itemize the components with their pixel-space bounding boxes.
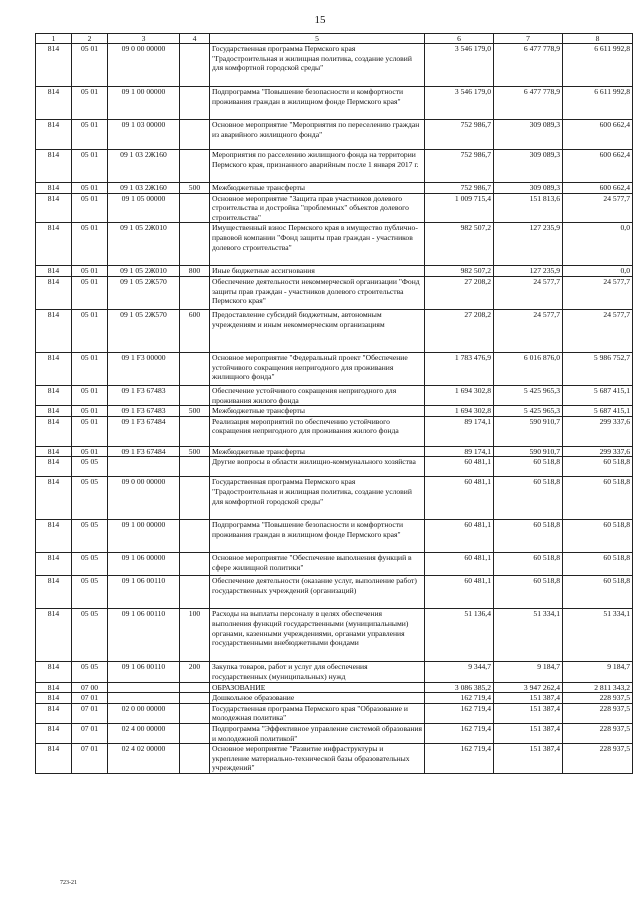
cell-expense-type: [180, 193, 210, 223]
cell-expense-type: [180, 477, 210, 520]
cell-amount-year1: 752 986,7: [425, 120, 494, 150]
cell-section-code: 05 01: [72, 416, 108, 446]
cell-amount-year3: 2 811 343,2: [563, 682, 633, 693]
table-row: [36, 609, 633, 662]
cell-section-code: 07 01: [72, 723, 108, 743]
cell-expense-type: [180, 520, 210, 553]
cell-amount-year2: 60 518,8: [494, 553, 563, 576]
cell-admin-code: 814: [36, 682, 72, 693]
cell-amount-year2: 5 425 965,3: [494, 406, 563, 417]
cell-amount-year1: 752 986,7: [425, 183, 494, 194]
cell-item-name: Основное мероприятие "Развитие инфраструктуры и укрепление материально-технической базы образовательных учреждений": [210, 744, 425, 774]
cell-amount-year2: 151 813,6: [494, 193, 563, 223]
cell-amount-year2: 60 518,8: [494, 576, 563, 609]
cell-expense-type: [180, 223, 210, 266]
table-row: [36, 120, 633, 150]
cell-section-code: 05 01: [72, 276, 108, 309]
cell-target-code: 09 1 03 00000: [108, 120, 180, 150]
cell-admin-code: 814: [36, 120, 72, 150]
cell-item-name: Государственная программа Пермского края "Градостроительная и жилищная политика, создание условий для комфортной городской среды": [210, 477, 425, 520]
table-row: [36, 406, 633, 417]
cell-section-code: 05 01: [72, 352, 108, 385]
cell-admin-code: 814: [36, 477, 72, 520]
cell-amount-year2: 309 089,3: [494, 183, 563, 194]
header-cell: 8: [563, 34, 633, 44]
table-row: [36, 183, 633, 194]
table-row: [36, 276, 633, 309]
table-row: [36, 223, 633, 266]
cell-amount-year1: 1 694 302,8: [425, 385, 494, 405]
header-cell: 7: [494, 34, 563, 44]
cell-amount-year3: 51 334,1: [563, 609, 633, 662]
cell-section-code: 05 05: [72, 457, 108, 477]
table-row: [36, 693, 633, 704]
cell-amount-year3: 0,0: [563, 223, 633, 266]
cell-section-code: 05 05: [72, 553, 108, 576]
cell-target-code: 02 4 02 00000: [108, 744, 180, 774]
cell-amount-year2: 24 577,7: [494, 276, 563, 309]
cell-item-name: ОБРАЗОВАНИЕ: [210, 682, 425, 693]
cell-target-code: 09 1 F3 67484: [108, 416, 180, 446]
table-body: [36, 44, 633, 774]
cell-amount-year3: 24 577,7: [563, 309, 633, 352]
cell-admin-code: 814: [36, 609, 72, 662]
cell-item-name: Основное мероприятие "Федеральный проект "Обеспечение устойчивого сокращения непригодного для проживания жилищного фонда": [210, 352, 425, 385]
table-row: [36, 520, 633, 553]
cell-target-code: 09 1 F3 00000: [108, 352, 180, 385]
header-cell: 4: [180, 34, 210, 44]
cell-admin-code: 814: [36, 723, 72, 743]
cell-section-code: 05 05: [72, 609, 108, 662]
cell-item-name: Подпрограмма "Повышение безопасности и комфортности проживания граждан в жилищном фонде Пермского края": [210, 520, 425, 553]
header-cell: 2: [72, 34, 108, 44]
cell-expense-type: [180, 553, 210, 576]
cell-section-code: 05 05: [72, 662, 108, 682]
cell-amount-year2: 51 334,1: [494, 609, 563, 662]
cell-target-code: 09 1 06 00000: [108, 553, 180, 576]
header-cell: 3: [108, 34, 180, 44]
cell-amount-year1: 1 009 715,4: [425, 193, 494, 223]
header-cell: 1: [36, 34, 72, 44]
cell-item-name: Основное мероприятие "Защита прав участников долевого строительства и достройка "проблемных" объектов долевого строительства": [210, 193, 425, 223]
cell-item-name: Подпрограмма "Эффективное управление системой образования и молодежной политикой": [210, 723, 425, 743]
cell-target-code: [108, 682, 180, 693]
table-row: [36, 553, 633, 576]
cell-expense-type: [180, 385, 210, 405]
cell-expense-type: [180, 693, 210, 704]
cell-amount-year1: 51 136,4: [425, 609, 494, 662]
table-row: [36, 87, 633, 120]
cell-expense-type: 100: [180, 609, 210, 662]
cell-admin-code: 814: [36, 266, 72, 277]
cell-item-name: Обеспечение устойчивого сокращения непригодного для проживания жилого фонда: [210, 385, 425, 405]
cell-admin-code: 814: [36, 662, 72, 682]
cell-amount-year2: 151 387,4: [494, 693, 563, 704]
cell-amount-year3: 5 687 415,1: [563, 385, 633, 405]
cell-amount-year2: 5 425 965,3: [494, 385, 563, 405]
cell-amount-year1: 60 481,1: [425, 553, 494, 576]
cell-expense-type: [180, 44, 210, 87]
cell-amount-year3: 228 937,5: [563, 693, 633, 704]
cell-admin-code: 814: [36, 406, 72, 417]
cell-admin-code: 814: [36, 457, 72, 477]
cell-section-code: 05 05: [72, 477, 108, 520]
cell-expense-type: [180, 150, 210, 183]
cell-amount-year2: 151 387,4: [494, 723, 563, 743]
header-cell: 6: [425, 34, 494, 44]
cell-amount-year3: 600 662,4: [563, 150, 633, 183]
cell-admin-code: 814: [36, 276, 72, 309]
cell-item-name: Закупка товаров, работ и услуг для обеспечения государственных (муниципальных) нужд: [210, 662, 425, 682]
cell-expense-type: 200: [180, 662, 210, 682]
cell-item-name: Межбюджетные трансферты: [210, 183, 425, 194]
cell-target-code: 09 0 00 00000: [108, 477, 180, 520]
cell-amount-year2: 9 184,7: [494, 662, 563, 682]
table-row: [36, 662, 633, 682]
cell-target-code: 09 1 03 2Ж160: [108, 183, 180, 194]
table-row: [36, 416, 633, 446]
cell-target-code: 09 1 05 2Ж570: [108, 276, 180, 309]
cell-admin-code: 814: [36, 446, 72, 457]
cell-expense-type: [180, 457, 210, 477]
cell-section-code: 05 05: [72, 520, 108, 553]
cell-amount-year2: 3 947 262,4: [494, 682, 563, 693]
cell-item-name: Обеспечение деятельности некоммерческой организации "Фонд защиты прав граждан - участников долевого строительства Пермского края": [210, 276, 425, 309]
cell-amount-year1: 162 719,4: [425, 723, 494, 743]
cell-expense-type: [180, 576, 210, 609]
cell-admin-code: 814: [36, 309, 72, 352]
cell-amount-year1: 60 481,1: [425, 457, 494, 477]
cell-amount-year1: 162 719,4: [425, 693, 494, 704]
table-row: [36, 266, 633, 277]
cell-target-code: 09 1 00 00000: [108, 87, 180, 120]
cell-amount-year2: 24 577,7: [494, 309, 563, 352]
table-header: [36, 34, 633, 44]
cell-amount-year3: 24 577,7: [563, 193, 633, 223]
cell-amount-year3: 600 662,4: [563, 120, 633, 150]
header-row: [36, 34, 633, 44]
cell-amount-year3: 0,0: [563, 266, 633, 277]
cell-amount-year2: 151 387,4: [494, 744, 563, 774]
cell-admin-code: 814: [36, 416, 72, 446]
cell-admin-code: 814: [36, 744, 72, 774]
cell-amount-year2: 60 518,8: [494, 457, 563, 477]
cell-expense-type: [180, 276, 210, 309]
cell-target-code: 09 1 05 2Ж010: [108, 266, 180, 277]
cell-amount-year1: 3 086 385,2: [425, 682, 494, 693]
cell-section-code: 05 01: [72, 183, 108, 194]
cell-section-code: 05 01: [72, 406, 108, 417]
cell-expense-type: 500: [180, 406, 210, 417]
cell-admin-code: 814: [36, 150, 72, 183]
cell-amount-year3: 24 577,7: [563, 276, 633, 309]
cell-item-name: Межбюджетные трансферты: [210, 406, 425, 417]
cell-section-code: 05 01: [72, 266, 108, 277]
cell-amount-year3: 228 937,5: [563, 703, 633, 723]
cell-amount-year1: 89 174,1: [425, 446, 494, 457]
table-row: [36, 385, 633, 405]
cell-amount-year3: 6 611 992,8: [563, 44, 633, 87]
cell-target-code: 02 0 00 00000: [108, 703, 180, 723]
cell-amount-year3: 60 518,8: [563, 457, 633, 477]
cell-expense-type: 500: [180, 183, 210, 194]
cell-amount-year2: 127 235,9: [494, 223, 563, 266]
cell-amount-year3: 60 518,8: [563, 477, 633, 520]
cell-expense-type: 600: [180, 309, 210, 352]
budget-table: [35, 33, 633, 774]
cell-item-name: Дошкольное образование: [210, 693, 425, 704]
cell-target-code: [108, 693, 180, 704]
cell-admin-code: 814: [36, 576, 72, 609]
cell-amount-year1: 60 481,1: [425, 477, 494, 520]
cell-amount-year2: 309 089,3: [494, 120, 563, 150]
table-row: [36, 457, 633, 477]
cell-amount-year1: 60 481,1: [425, 576, 494, 609]
cell-admin-code: 814: [36, 223, 72, 266]
cell-item-name: Основное мероприятие "Мероприятия по переселению граждан из аварийного жилищного фонда": [210, 120, 425, 150]
cell-admin-code: 814: [36, 183, 72, 194]
cell-target-code: 09 0 00 00000: [108, 44, 180, 87]
cell-expense-type: [180, 744, 210, 774]
cell-expense-type: [180, 703, 210, 723]
table-row: [36, 446, 633, 457]
cell-amount-year3: 299 337,6: [563, 446, 633, 457]
cell-amount-year1: 162 719,4: [425, 703, 494, 723]
cell-target-code: 02 4 00 00000: [108, 723, 180, 743]
cell-amount-year1: 1 694 302,8: [425, 406, 494, 417]
cell-amount-year1: 89 174,1: [425, 416, 494, 446]
cell-item-name: Имущественный взнос Пермского края в имущество публично-правовой компании "Фонд защиты прав граждан - участников долевого строительства": [210, 223, 425, 266]
cell-target-code: 09 1 05 2Ж010: [108, 223, 180, 266]
cell-amount-year1: 3 546 179,0: [425, 87, 494, 120]
cell-target-code: 09 1 05 00000: [108, 193, 180, 223]
cell-amount-year1: 1 783 476,9: [425, 352, 494, 385]
cell-expense-type: [180, 723, 210, 743]
cell-expense-type: [180, 120, 210, 150]
cell-amount-year1: 752 986,7: [425, 150, 494, 183]
cell-amount-year1: 3 546 179,0: [425, 44, 494, 87]
cell-expense-type: [180, 87, 210, 120]
cell-section-code: 05 01: [72, 193, 108, 223]
cell-amount-year3: 5 687 415,1: [563, 406, 633, 417]
cell-item-name: Основное мероприятие "Обеспечение выполнения функций в сфере жилищной политики": [210, 553, 425, 576]
table-row: [36, 44, 633, 87]
cell-admin-code: 814: [36, 193, 72, 223]
cell-expense-type: 800: [180, 266, 210, 277]
cell-section-code: 05 01: [72, 223, 108, 266]
cell-section-code: 05 01: [72, 87, 108, 120]
footer-code: 723-21: [60, 880, 77, 886]
header-cell: 5: [210, 34, 425, 44]
cell-item-name: Государственная программа Пермского края "Градостроительная и жилищная политика, создание условий для комфортной городской среды": [210, 44, 425, 87]
table-row: [36, 352, 633, 385]
cell-section-code: 05 01: [72, 446, 108, 457]
cell-section-code: 05 01: [72, 44, 108, 87]
cell-amount-year2: 6 477 778,9: [494, 87, 563, 120]
table-row: [36, 309, 633, 352]
cell-target-code: 09 1 06 00110: [108, 609, 180, 662]
cell-target-code: 09 1 F3 67484: [108, 446, 180, 457]
cell-amount-year1: 9 344,7: [425, 662, 494, 682]
cell-section-code: 05 01: [72, 309, 108, 352]
cell-section-code: 05 01: [72, 120, 108, 150]
cell-section-code: 05 01: [72, 150, 108, 183]
cell-amount-year2: 309 089,3: [494, 150, 563, 183]
cell-amount-year2: 590 910,7: [494, 446, 563, 457]
cell-amount-year2: 6 477 778,9: [494, 44, 563, 87]
cell-item-name: Подпрограмма "Повышение безопасности и комфортности проживания граждан в жилищном фонде Пермского края": [210, 87, 425, 120]
cell-target-code: 09 1 F3 67483: [108, 406, 180, 417]
cell-item-name: Предоставление субсидий бюджетным, автономным учреждениям и иным некоммерческим организациям: [210, 309, 425, 352]
table-row: [36, 576, 633, 609]
cell-target-code: 09 1 03 2Ж160: [108, 150, 180, 183]
cell-expense-type: [180, 352, 210, 385]
cell-amount-year1: 982 507,2: [425, 266, 494, 277]
cell-amount-year1: 27 208,2: [425, 309, 494, 352]
cell-admin-code: 814: [36, 352, 72, 385]
cell-amount-year2: 590 910,7: [494, 416, 563, 446]
cell-target-code: 09 1 06 00110: [108, 662, 180, 682]
cell-target-code: 09 1 05 2Ж570: [108, 309, 180, 352]
cell-admin-code: 814: [36, 553, 72, 576]
cell-expense-type: 500: [180, 446, 210, 457]
cell-amount-year3: 228 937,5: [563, 744, 633, 774]
cell-amount-year3: 9 184,7: [563, 662, 633, 682]
cell-amount-year3: 6 611 992,8: [563, 87, 633, 120]
cell-amount-year2: 60 518,8: [494, 477, 563, 520]
cell-amount-year1: 27 208,2: [425, 276, 494, 309]
cell-amount-year3: 228 937,5: [563, 723, 633, 743]
cell-item-name: Расходы на выплаты персоналу в целях обеспечения выполнения функций государственными (муниципальными) органами, казенными учреждениями, органами управления государственными внебюджетными фондами: [210, 609, 425, 662]
cell-admin-code: 814: [36, 44, 72, 87]
table-row: [36, 744, 633, 774]
table-row: [36, 150, 633, 183]
table-row: [36, 723, 633, 743]
cell-section-code: 05 05: [72, 576, 108, 609]
cell-section-code: 07 01: [72, 744, 108, 774]
cell-expense-type: [180, 416, 210, 446]
cell-target-code: [108, 457, 180, 477]
cell-amount-year1: 982 507,2: [425, 223, 494, 266]
cell-admin-code: 814: [36, 520, 72, 553]
cell-amount-year1: 60 481,1: [425, 520, 494, 553]
cell-admin-code: 814: [36, 385, 72, 405]
cell-amount-year2: 151 387,4: [494, 703, 563, 723]
cell-item-name: Мероприятия по расселению жилищного фонда на территории Пермского края, признанного аварийным после 1 января 2017 г.: [210, 150, 425, 183]
cell-section-code: 05 01: [72, 385, 108, 405]
cell-admin-code: 814: [36, 703, 72, 723]
cell-target-code: 09 1 00 00000: [108, 520, 180, 553]
table-row: [36, 682, 633, 693]
cell-expense-type: [180, 682, 210, 693]
cell-admin-code: 814: [36, 693, 72, 704]
page-number: 15: [314, 14, 326, 26]
cell-amount-year3: 60 518,8: [563, 520, 633, 553]
cell-amount-year2: 60 518,8: [494, 520, 563, 553]
cell-item-name: Государственная программа Пермского края "Образование и молодежная политика": [210, 703, 425, 723]
cell-amount-year3: 600 662,4: [563, 183, 633, 194]
cell-amount-year2: 6 016 876,0: [494, 352, 563, 385]
cell-admin-code: 814: [36, 87, 72, 120]
cell-section-code: 07 01: [72, 703, 108, 723]
cell-amount-year3: 60 518,8: [563, 576, 633, 609]
cell-item-name: Реализация мероприятий по обеспечению устойчивого сокращения непригодного для проживания жилого фонда: [210, 416, 425, 446]
cell-section-code: 07 01: [72, 693, 108, 704]
cell-target-code: 09 1 06 00110: [108, 576, 180, 609]
cell-amount-year1: 162 719,4: [425, 744, 494, 774]
table-row: [36, 193, 633, 223]
cell-item-name: Иные бюджетные ассигнования: [210, 266, 425, 277]
cell-amount-year3: 5 986 752,7: [563, 352, 633, 385]
table-row: [36, 477, 633, 520]
cell-section-code: 07 00: [72, 682, 108, 693]
cell-item-name: Другие вопросы в области жилищно-коммунального хозяйства: [210, 457, 425, 477]
table-row: [36, 703, 633, 723]
cell-item-name: Обеспечение деятельности (оказание услуг, выполнение работ) государственных учреждений (организаций): [210, 576, 425, 609]
cell-item-name: Межбюджетные трансферты: [210, 446, 425, 457]
cell-amount-year2: 127 235,9: [494, 266, 563, 277]
cell-amount-year3: 299 337,6: [563, 416, 633, 446]
cell-target-code: 09 1 F3 67483: [108, 385, 180, 405]
cell-amount-year3: 60 518,8: [563, 553, 633, 576]
